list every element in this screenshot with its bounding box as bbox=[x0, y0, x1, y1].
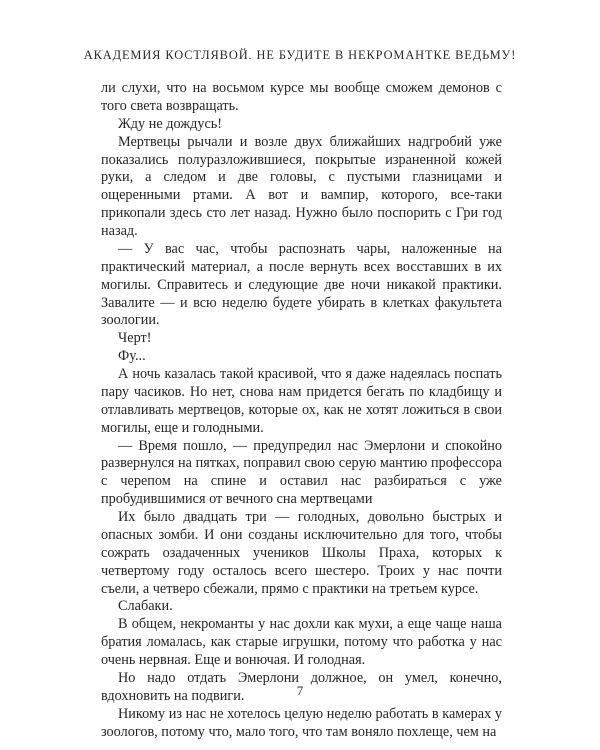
paragraph: — У вас час, чтобы распознать чары, наложенные на практический материал, а после вернуть всех восставших в их могилы. Справитесь и следующие две ночи никакой практики. Завалите — и всю неделю будете убирать в клетках факультета зоологии. bbox=[101, 240, 502, 329]
page-number: 7 bbox=[296, 683, 304, 698]
paragraph: Их было двадцать три — голодных, довольно быстрых и опасных зомби. И они созданы исключительно для того, чтобы сожрать озадаченных учеников Школы Праха, которых к четвертому году осталось всего шестеро. Троих у нас почти съели, а четверо сбежали, прямо с практики на третьем курсе. bbox=[101, 509, 502, 597]
body-text bbox=[101, 80, 502, 741]
paragraph: Жду не дождусь! bbox=[118, 115, 223, 132]
running-header: АКАДЕМИЯ КОСТЛЯВОЙ. НЕ БУДИТЕ В НЕКРОМАНТКЕ ВЕДЬМУ! bbox=[83, 48, 517, 62]
paragraph: Мертвецы рычали и возле двух ближайших надгробий уже показались полуразложившиеся, покрытые израненной кожей руки, а следом и две головы, с пустыми глазницами и ощеренными ртами. А вот и вампир, которого, все-таки прикопали здесь сто лет назад. Нужно было поспорить с Гри год назад. bbox=[101, 133, 502, 239]
paragraph: — Время пошло, — предупредил нас Эмерлони и спокойно развернулся на пятках, поправил свою серую мантию профессора с черепом на спине и оставил нас разбираться с уже пробудившимися от вечного сна мертвецами bbox=[101, 437, 502, 508]
paragraph: Черт! bbox=[118, 330, 152, 347]
paragraph: В общем, некроманты у нас дохли как мухи, а еще чаще наша братия ломалась, как старые игрушки, потому что работка у нас очень нервная. Еще и вонючая. И голодная. bbox=[101, 616, 502, 668]
paragraph: ли слухи, что на восьмом курсе мы вообще сможем демонов с того света возвращать. bbox=[101, 80, 502, 114]
paragraph: Никому из нас не хотелось целую неделю работать в камерах у зоологов, потому что, мало того, что там воняло похлеще, чем на bbox=[101, 705, 502, 740]
paragraph: Слабаки. bbox=[118, 598, 173, 615]
paragraph: А ночь казалась такой красивой, что я даже надеялась поспать пару часиков. Но нет, снова нам придется бегать по кладбищу и отлавливать мертвецов, которые ох, как не хотят ложиться в свои могилы, еще и голодными. bbox=[101, 366, 502, 436]
paragraph: Фу... bbox=[118, 348, 146, 365]
paragraph: Но надо отдать Эмерлони должное, он умел, конечно, вдохновить на подвиги. bbox=[101, 669, 502, 704]
